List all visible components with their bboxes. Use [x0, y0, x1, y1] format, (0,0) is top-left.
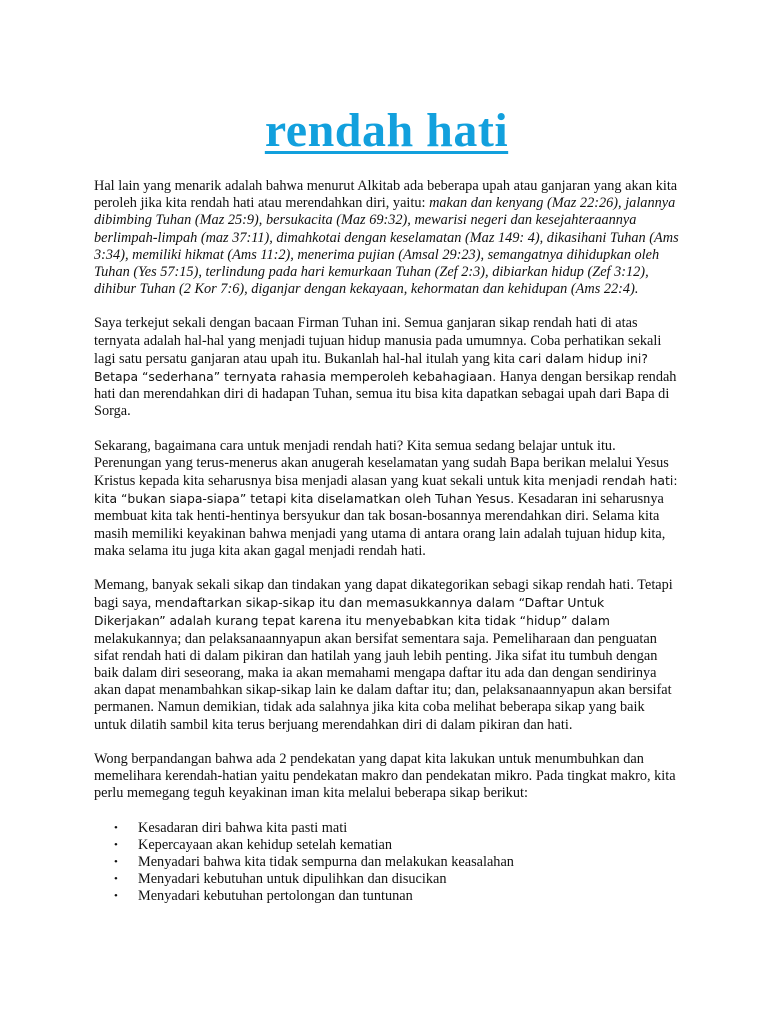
bullet-icon: • — [114, 890, 118, 903]
list-item-text: Kepercayaan akan kehidup setelah kematian — [138, 836, 393, 853]
list-item — [114, 888, 679, 905]
paragraph-surprise-c: Hanya dengan bersikap rendah hati dan merendahkan diri di hadapan Tuhan, semua itu bisa kita dapatkan sebagai upah dari Bapa di Sorga. — [94, 369, 677, 420]
bullet-icon: • — [114, 838, 118, 851]
bullet-icon: • — [114, 821, 118, 834]
list-item — [114, 871, 679, 888]
list-item-text: Menyadari kebutuhan pertolongan dan tuntunan — [138, 888, 413, 905]
paragraph-attitudes-a: Memang, banyak sekali sikap dan tindakan yang dapat dikategorikan sebagi sikap rendah hati. Tetapi bagi saya, — [94, 577, 673, 612]
list-item — [114, 853, 679, 871]
paragraph-how — [94, 438, 679, 560]
list-item — [114, 836, 679, 854]
paragraph-surprise-b: cari dalam hidup ini? Betapa “sederhana” ternyata rahasia memperoleh kebahagiaan. — [94, 350, 648, 385]
paragraph-rewards-list: makan dan kenyang (Maz 22:26), jalannya dibimbing Tuhan (Maz 25:9), bersukacita (Maz 69:32), mewarisi negeri dan kesejahteraannya berlimpah-limpah (maz 37:11), dimahkotai dengan keselamatan (Maz 149: 4), dikasihani Tuhan (Ams 3:34), memiliki hikmat (Ams 11:2), menerima pujian (Amsal 29:23), semangatnya dihidupkan oleh Tuhan (Yes 57:15), terlindung pada hari kemurkaan Tuhan (Zef 2:3), dibiarkan hidup (Zef 3:12), dihibur Tuhan (2 Kor 7:6), diganjar dengan kekayaan, kehormatan dan kehidupan (Ams 22:4). — [94, 195, 679, 298]
paragraph-rewards-intro: Hal lain yang menarik adalah bahwa menurut Alkitab ada beberapa upah atau ganjaran yang akan kita peroleh jika kita rendah hati atau merendahkan diri, yaitu: — [94, 178, 678, 212]
paragraph-rewards — [94, 178, 679, 298]
list-item-text: Menyadari kebutuhan untuk dipulihkan dan disucikan — [138, 871, 447, 888]
paragraph-how-a: Sekarang, bagaimana cara untuk menjadi rendah hati? Kita semua sedang belajar untuk itu. Perenungan yang terus-menerus akan anugerah keselamatan yang sudah Bapa berikan melalui Yesus Kristus kepada kita seharusnya bisa menjadi alasan yang kuat sekali untuk kita — [94, 437, 669, 490]
bullet-icon: • — [114, 873, 118, 886]
paragraph-attitudes-b: mendaftarkan sikap-sikap itu dan memasukkannya dalam “Daftar Untuk Dikerjakan” adalah kurang tepat karena itu menyebabkan kita tidak “hidup” dalam — [94, 595, 610, 629]
document-title: rendah hati — [264, 104, 509, 157]
paragraph-how-c: Kesadaran ini seharusnya membuat kita tak henti-hentinya bersyukur dan tak bosan-bosannya merendahkan diri. Selama kita masih memiliki keyakinan bahwa menjadi yang utama di antara orang lain adalah tujuan hidup kita, maka selama itu juga kita akan gagal menjadi rendah hati. — [94, 491, 666, 559]
paragraph-how-b: menjadi rendah hati: kita “bukan siapa-siapa” tetapi kita diselamatkan oleh Tuhan Yesus. — [94, 473, 678, 507]
list-item-text: Kesadaran diri bahwa kita pasti mati — [138, 819, 348, 836]
paragraph-attitudes-c: melakukannya; dan pelaksanaannyapun akan bersifat sementara saja. Pemeliharaan dan penguatan sifat rendah hati di dalam pikiran dan hatilah yang jauh lebih penting. Jika sifat itu tumbuh dengan baik dalam diri seseorang, maka ia akan memahami mengapa daftar itu ada dan dengan sendirinya akan dapat menambahkan sikap-sikap lain ke dalam daftar itu; dan, pelaksanaannyapun akan bersifat permanen. Namun demikian, tidak ada salahnya jika kita coba melihat beberapa sikap yang baik untuk dilatih sambil kita terus berjuang merendahkan diri di dalam pikiran dan hati. — [94, 630, 672, 733]
paragraph-attitudes — [94, 577, 679, 734]
list-item — [114, 819, 679, 837]
bullet-icon: • — [114, 855, 118, 868]
paragraph-surprise — [94, 315, 679, 420]
paragraph-approach: Wong berpandangan bahwa ada 2 pendekatan yang dapat kita lakukan untuk menumbuhkan dan memelihara kerendah-hatian yaitu pendekatan makro dan pendekatan mikro. Pada tingkat makro, kita perlu memegang teguh keyakinan iman kita melalui beberapa sikap berikut: — [94, 750, 676, 802]
paragraph-surprise-a: Saya terkejut sekali dengan bacaan Firman Tuhan ini. Semua ganjaran sikap rendah hati di atas ternyata adalah hal-hal yang menjadi tujuan hidup manusia pada umumnya. Coba perhatikan sekali lagi satu persatu ganjaran atau upah itu. Bukanlah hal-hal itulah yang kita — [94, 315, 662, 367]
bullet-list — [94, 820, 679, 906]
document-page — [94, 100, 679, 906]
list-item-text: Menyadari bahwa kita tidak sempurna dan melakukan keasalahan — [138, 853, 514, 870]
